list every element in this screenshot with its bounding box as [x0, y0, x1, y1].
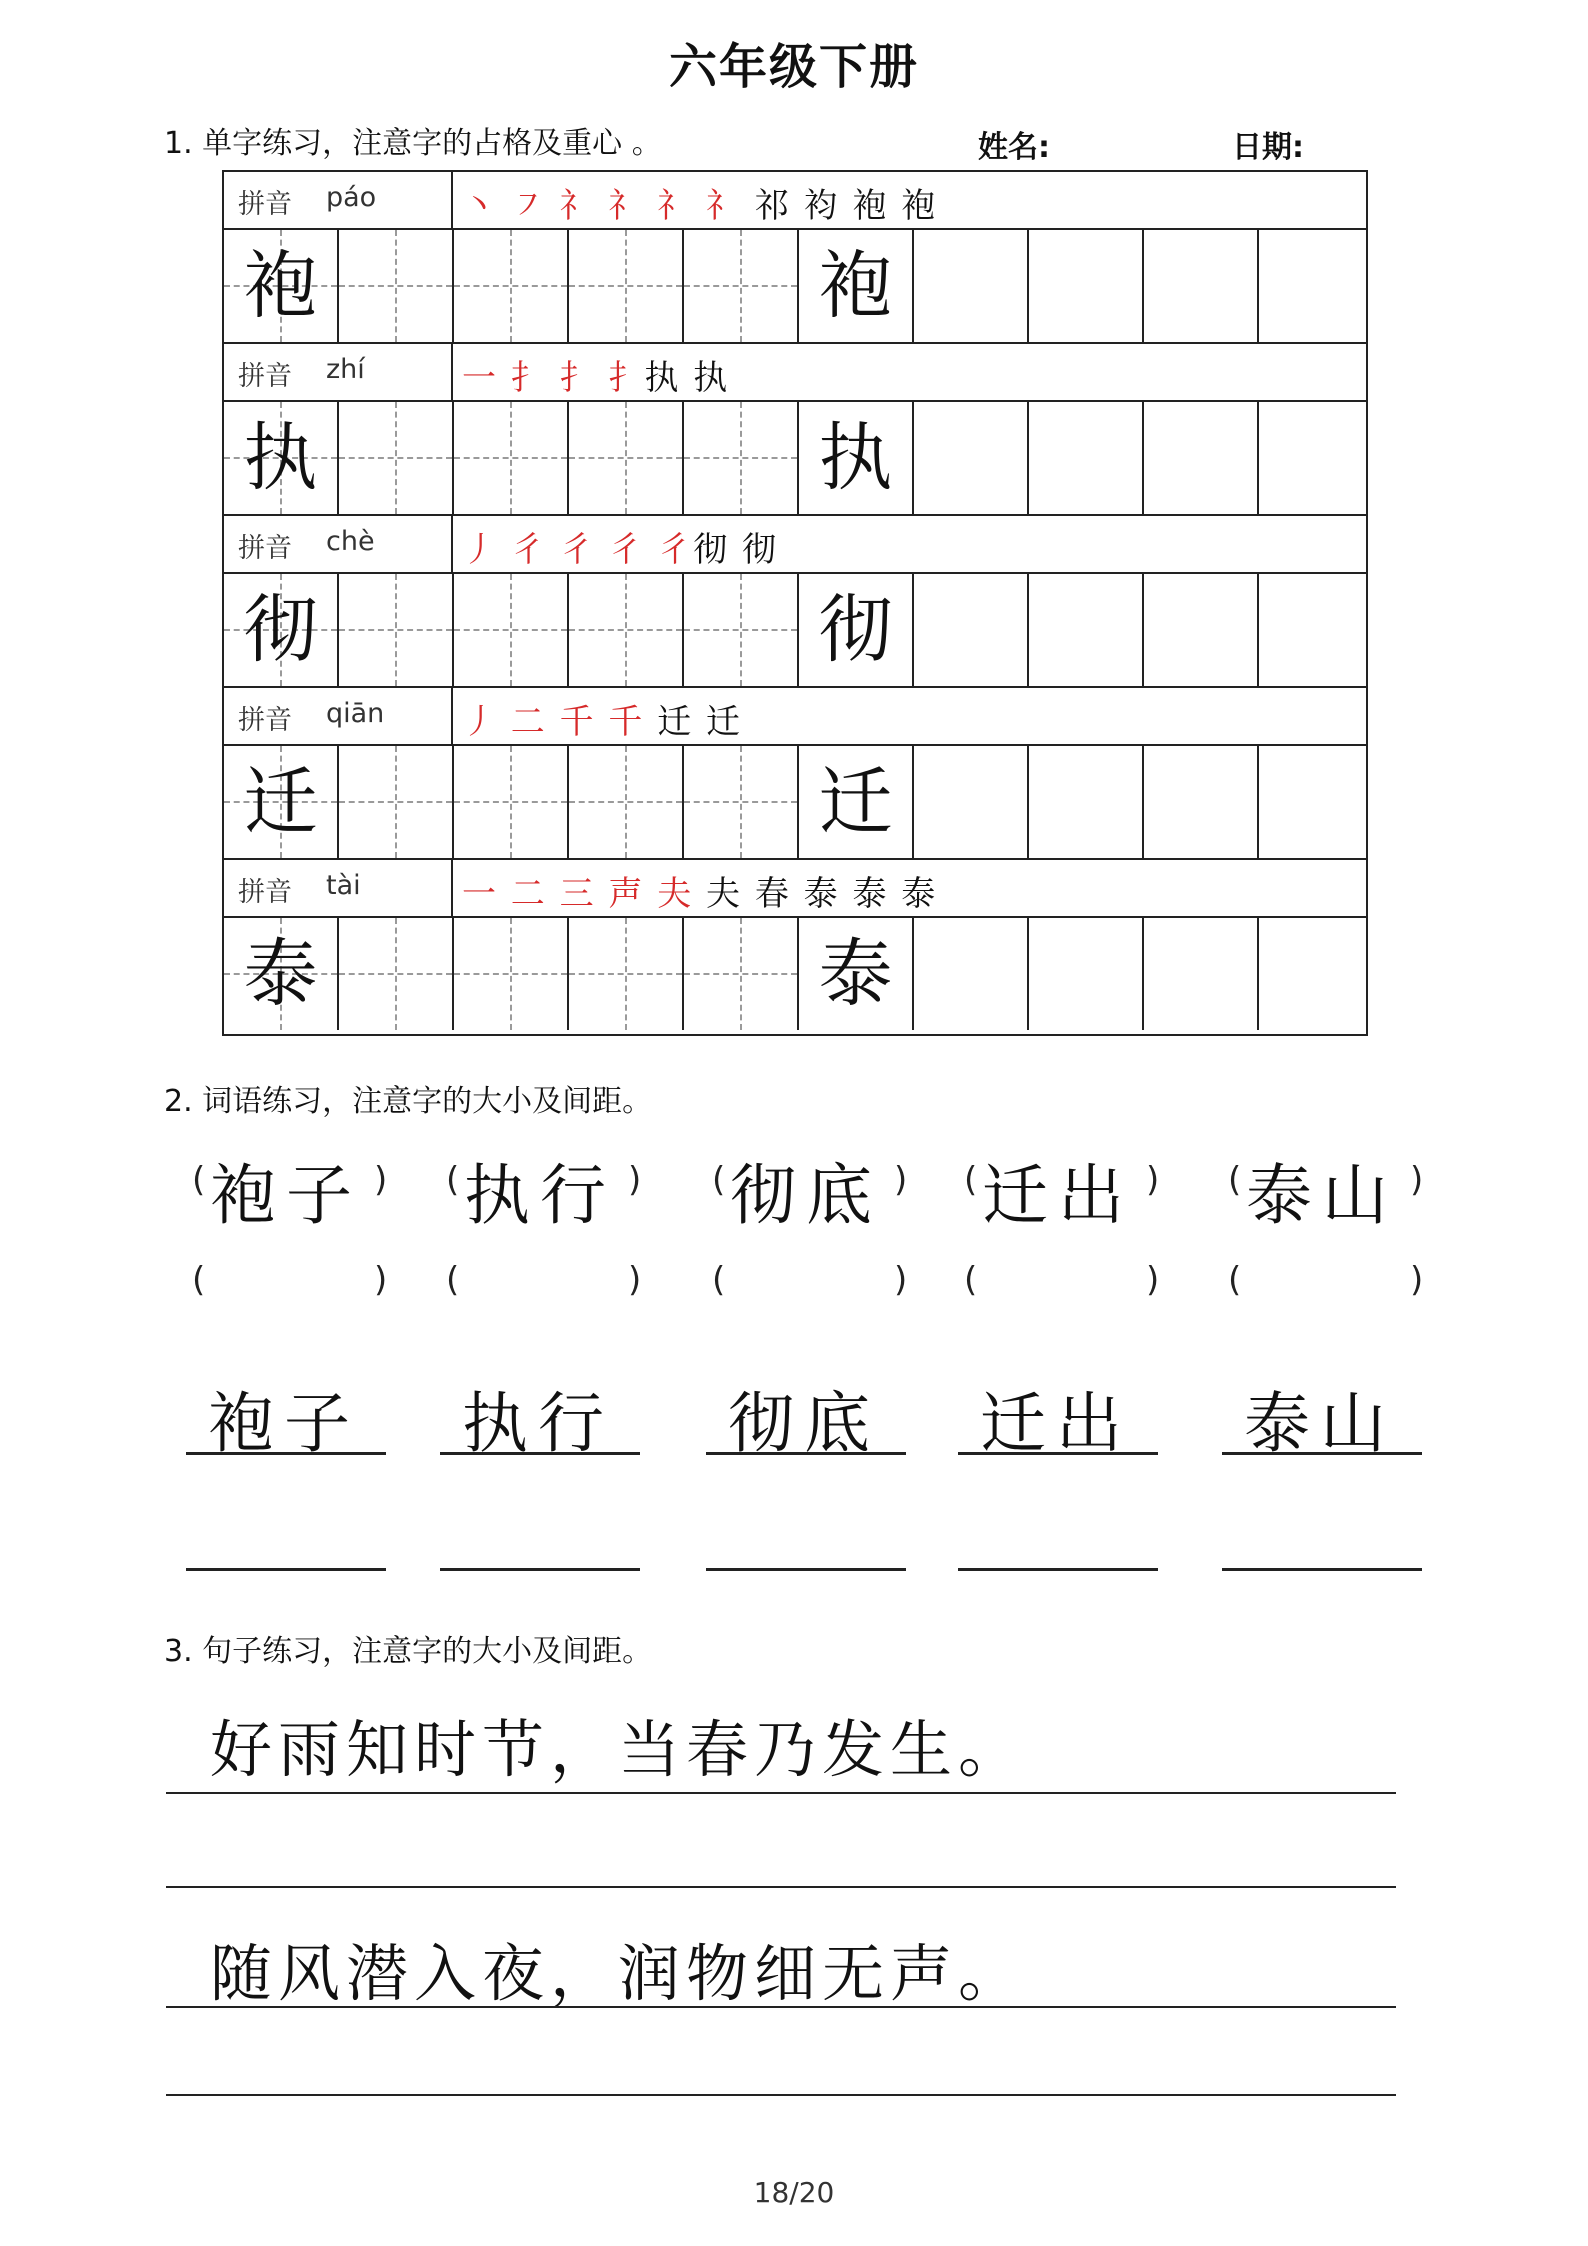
page-number: 18/20: [753, 2176, 835, 2209]
word-writing-line[interactable]: [706, 1568, 906, 1571]
close-paren: ): [1146, 1160, 1160, 1200]
practice-cell[interactable]: [1144, 574, 1259, 686]
word-underline: [440, 1452, 640, 1455]
pinyin-divider: [451, 688, 453, 744]
pinyin-row: [224, 172, 1366, 230]
character-row: [224, 918, 1366, 1032]
task1-instruction: 1. 单字练习，注意字的占格及重心 。: [164, 126, 662, 161]
close-paren: ): [374, 1160, 388, 1200]
practice-cell[interactable]: [1144, 746, 1259, 858]
character-row: [224, 230, 1366, 344]
pinyin-answer-open[interactable]: (: [964, 1260, 978, 1300]
model-character: 泰: [243, 931, 318, 1017]
stroke-order: [462, 178, 937, 227]
word-underline: [706, 1452, 906, 1455]
model-char-cell: [799, 230, 914, 342]
practice-cell[interactable]: [1259, 574, 1374, 686]
practice-cell[interactable]: [1029, 402, 1144, 514]
model-character: 彻: [243, 587, 318, 673]
open-paren: (: [192, 1160, 206, 1200]
stroke-order-red: 一 二 三 声 夫: [462, 874, 707, 914]
word-model: 执行: [464, 1157, 616, 1234]
open-paren: (: [1228, 1160, 1242, 1200]
practice-cell[interactable]: [914, 746, 1029, 858]
pinyin-divider: [451, 516, 453, 572]
close-paren: ): [1410, 1160, 1424, 1200]
practice-cell[interactable]: [684, 574, 799, 686]
practice-cell[interactable]: [454, 574, 569, 686]
practice-cell[interactable]: [914, 574, 1029, 686]
open-paren: (: [446, 1160, 460, 1200]
stroke-order: [462, 522, 778, 571]
model-char-cell: [224, 918, 339, 1030]
practice-cell[interactable]: [684, 746, 799, 858]
character-grid: [222, 170, 1368, 1036]
word-model: 袍子: [210, 1157, 362, 1234]
word-model: 彻底: [730, 1157, 882, 1234]
practice-cell[interactable]: [569, 918, 684, 1030]
model-character: 袍: [243, 243, 318, 329]
practice-cell[interactable]: [914, 918, 1029, 1030]
word-underline: [958, 1452, 1158, 1455]
pinyin-label: 拼音: [238, 705, 292, 736]
character-row: [224, 746, 1366, 860]
pinyin-answer-close: ): [1146, 1260, 1160, 1300]
stroke-order-black: 祁 袀 袍 袍: [754, 186, 938, 226]
word-writing-line[interactable]: [186, 1568, 386, 1571]
word-model: 泰山: [1246, 1157, 1398, 1234]
model-char-cell: [224, 746, 339, 858]
pinyin-answer-close: ): [894, 1260, 908, 1300]
practice-cell[interactable]: [1029, 746, 1144, 858]
stroke-order: [462, 694, 742, 743]
word-trace: 迁出: [980, 1385, 1132, 1462]
practice-cell[interactable]: [454, 230, 569, 342]
word-writing-line[interactable]: [958, 1568, 1158, 1571]
sentence-writing-line[interactable]: [166, 1886, 1396, 1888]
word-trace: 执行: [462, 1385, 614, 1462]
pinyin-answer-open[interactable]: (: [1228, 1260, 1242, 1300]
model-char-cell: [799, 746, 914, 858]
practice-cell[interactable]: [339, 230, 454, 342]
pinyin-answer-close: ): [1410, 1260, 1424, 1300]
close-paren: ): [894, 1160, 908, 1200]
pinyin-answer-close: ): [374, 1260, 388, 1300]
word-writing-line[interactable]: [440, 1568, 640, 1571]
pinyin-answer-open[interactable]: (: [192, 1260, 206, 1300]
practice-cell[interactable]: [1259, 918, 1374, 1030]
section2-heading: 2. 词语练习，注意字的大小及间距。: [164, 1084, 653, 1119]
pinyin-answer-open[interactable]: (: [446, 1260, 460, 1300]
word-trace: 彻底: [728, 1385, 880, 1462]
model-character: 袍: [818, 243, 893, 329]
model-character: 迁: [243, 759, 318, 845]
model-character: 执: [243, 415, 318, 501]
sentence-underline: [166, 1792, 1396, 1794]
stroke-order-black: 执 执: [644, 358, 730, 398]
practice-cell[interactable]: [569, 746, 684, 858]
word-trace: 泰山: [1244, 1385, 1396, 1462]
pinyin-label: 拼音: [238, 533, 292, 564]
pinyin-label: 拼音: [238, 877, 292, 908]
practice-cell[interactable]: [569, 574, 684, 686]
pinyin-text: zhí: [326, 354, 365, 385]
stroke-order-red: 丿 彳 彳 彳 彳: [462, 530, 694, 570]
stroke-order-black: 迁 迁: [657, 702, 743, 742]
character-row: [224, 574, 1366, 688]
practice-cell[interactable]: [1029, 918, 1144, 1030]
pinyin-text: chè: [326, 526, 375, 557]
section3-heading: 3. 句子练习，注意字的大小及间距。: [164, 1634, 653, 1669]
pinyin-divider: [451, 860, 453, 916]
word-underline: [1222, 1452, 1422, 1455]
sentence-writing-line[interactable]: [166, 2094, 1396, 2096]
practice-cell[interactable]: [1144, 402, 1259, 514]
pinyin-label: 拼音: [238, 189, 292, 220]
stroke-order: [462, 350, 729, 399]
page-title: 六年级下册: [668, 39, 919, 95]
pinyin-row: [224, 344, 1366, 402]
model-char-cell: [799, 918, 914, 1030]
open-paren: (: [964, 1160, 978, 1200]
model-char-cell: [224, 230, 339, 342]
stroke-order-red: 一 扌 扌 扌: [462, 358, 645, 398]
pinyin-text: tài: [326, 870, 361, 901]
model-character: 泰: [818, 931, 893, 1017]
word-trace: 袍子: [208, 1385, 360, 1462]
model-char-cell: [224, 402, 339, 514]
practice-cell[interactable]: [569, 402, 684, 514]
practice-cell[interactable]: [454, 402, 569, 514]
practice-cell[interactable]: [454, 746, 569, 858]
open-paren: (: [712, 1160, 726, 1200]
practice-cell[interactable]: [339, 574, 454, 686]
model-char-cell: [799, 402, 914, 514]
word-model: 迁出: [982, 1157, 1134, 1234]
practice-cell[interactable]: [914, 402, 1029, 514]
pinyin-row: [224, 516, 1366, 574]
practice-cell[interactable]: [1259, 402, 1374, 514]
sentence-model: 好雨知时节，当春乃发生。: [210, 1713, 1027, 1786]
practice-cell[interactable]: [1144, 918, 1259, 1030]
practice-cell[interactable]: [339, 918, 454, 1030]
stroke-order: [462, 866, 937, 915]
practice-cell[interactable]: [914, 230, 1029, 342]
pinyin-text: qiān: [326, 698, 385, 729]
practice-cell[interactable]: [684, 402, 799, 514]
model-character: 彻: [818, 587, 893, 673]
model-char-cell: [799, 574, 914, 686]
name-label: 姓名:: [978, 130, 1050, 165]
pinyin-row: [224, 688, 1366, 746]
stroke-order-black: 彻 彻: [693, 530, 779, 570]
stroke-order-black: 夫 春 泰 泰 泰: [706, 874, 938, 914]
practice-cell[interactable]: [1259, 746, 1374, 858]
sentence-model: 随风潜入夜，润物细无声。: [210, 1937, 1027, 2010]
pinyin-answer-open[interactable]: (: [712, 1260, 726, 1300]
stroke-order-red: 丶 ㇇ 礻 礻 礻 礻: [462, 186, 755, 226]
close-paren: ): [628, 1160, 642, 1200]
practice-cell[interactable]: [454, 918, 569, 1030]
model-character: 迁: [818, 759, 893, 845]
stroke-order-red: 丿 二 千 千: [462, 702, 658, 742]
character-row: [224, 402, 1366, 516]
pinyin-label: 拼音: [238, 361, 292, 392]
pinyin-divider: [451, 172, 453, 228]
practice-cell[interactable]: [1029, 574, 1144, 686]
date-label: 日期:: [1232, 130, 1304, 165]
word-writing-line[interactable]: [1222, 1568, 1422, 1571]
practice-cell[interactable]: [339, 402, 454, 514]
word-underline: [186, 1452, 386, 1455]
model-character: 执: [818, 415, 893, 501]
practice-cell[interactable]: [1259, 230, 1374, 342]
model-char-cell: [224, 574, 339, 686]
practice-cell[interactable]: [684, 230, 799, 342]
practice-cell[interactable]: [1144, 230, 1259, 342]
pinyin-text: páo: [326, 182, 377, 213]
practice-cell[interactable]: [569, 230, 684, 342]
pinyin-row: [224, 860, 1366, 918]
practice-cell[interactable]: [684, 918, 799, 1030]
practice-cell[interactable]: [1029, 230, 1144, 342]
sentence-underline: [166, 2006, 1396, 2008]
pinyin-answer-close: ): [628, 1260, 642, 1300]
pinyin-divider: [451, 344, 453, 400]
practice-cell[interactable]: [339, 746, 454, 858]
